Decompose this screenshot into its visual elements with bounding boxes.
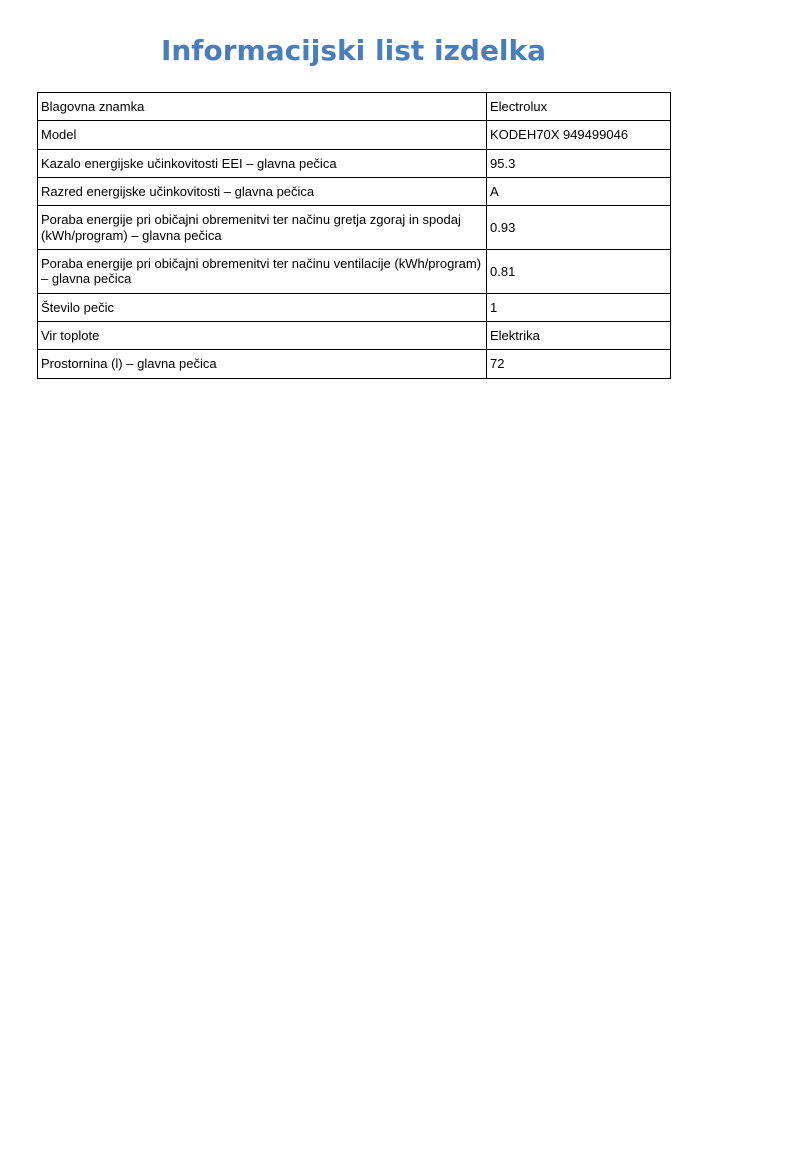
table-row — [38, 177, 671, 205]
product-info-table-body — [38, 93, 671, 379]
row-label: Razred energijske učinkovitosti – glavna pečica — [38, 177, 487, 205]
row-label: Poraba energije pri običajni obremenitvi ter načinu gretja zgoraj in spodaj (kWh/program) – glavna pečica — [38, 206, 487, 250]
row-value: 0.81 — [487, 249, 671, 293]
document-page — [37, 34, 670, 379]
row-label: Število pečic — [38, 293, 487, 321]
row-value: 95.3 — [487, 149, 671, 177]
page-title: Informacijski list izdelka — [160, 34, 547, 67]
table-row — [38, 121, 671, 149]
row-label: Poraba energije pri običajni obremenitvi ter načinu ventilacije (kWh/program) – glavna pečica — [38, 249, 487, 293]
row-value: Electrolux — [487, 93, 671, 121]
table-row — [38, 206, 671, 250]
row-value: KODEH70X 949499046 — [487, 121, 671, 149]
table-row — [38, 249, 671, 293]
row-label: Prostornina (l) – glavna pečica — [38, 350, 487, 378]
row-value: 0.93 — [487, 206, 671, 250]
table-row — [38, 93, 671, 121]
row-label: Blagovna znamka — [38, 93, 487, 121]
row-value: 72 — [487, 350, 671, 378]
table-row — [38, 321, 671, 349]
product-info-table — [37, 92, 671, 379]
row-value: A — [487, 177, 671, 205]
row-label: Kazalo energijske učinkovitosti EEI – glavna pečica — [38, 149, 487, 177]
row-label: Vir toplote — [38, 321, 487, 349]
row-value: Elektrika — [487, 321, 671, 349]
table-row — [38, 149, 671, 177]
table-row — [38, 350, 671, 378]
row-label: Model — [38, 121, 487, 149]
table-row — [38, 293, 671, 321]
row-value: 1 — [487, 293, 671, 321]
